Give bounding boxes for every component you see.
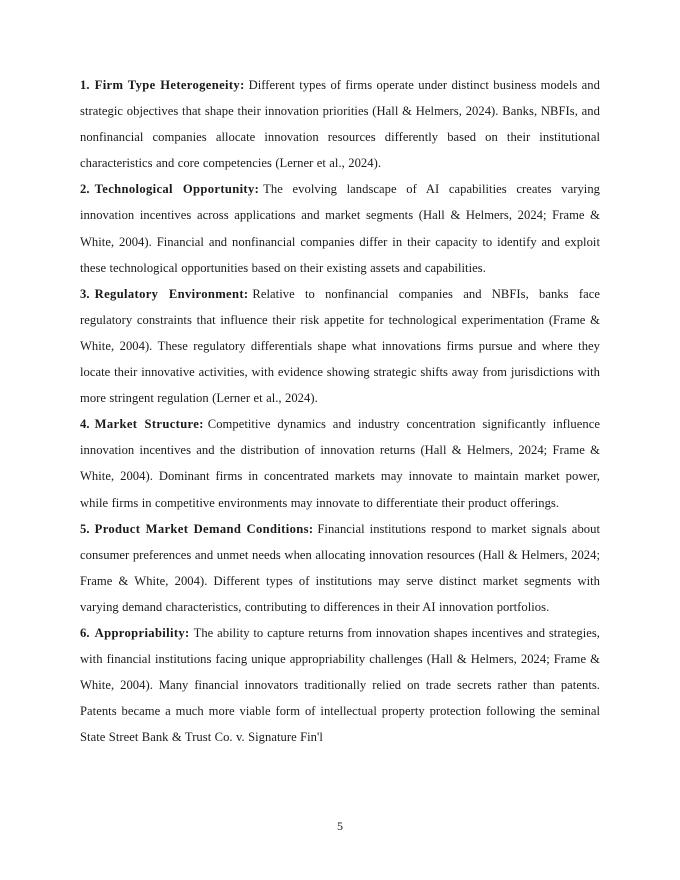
page-number: 5 bbox=[337, 819, 343, 833]
paragraph-body-1: Different types of firms operate under distinct business models and strategic objectives that shape their innovation priorities (Hall & Helmers, 2024). Banks, NBFIs, and nonfinancial companies allocate innovation resources differently based on their institutional characteristics and core competencies (Lerner et al., 2024). bbox=[80, 78, 600, 171]
paragraph-heading-6: Appropriability: bbox=[94, 625, 190, 640]
paragraph-body-2: The evolving landscape of AI capabilities creates varying innovation incentives across applications and market segments (Hall & Helmers, 2024; Frame & White, 2004). Financial and nonfinancial companies differ in their capacity to identify and exploit these technological opportunities based on their existing assets and capabilities. bbox=[80, 182, 601, 275]
numbered-paragraph-4 bbox=[80, 411, 600, 515]
body-text-column bbox=[80, 72, 600, 750]
numbered-paragraph-2 bbox=[80, 176, 600, 280]
paragraph-lead-2 bbox=[80, 182, 259, 196]
paragraph-heading-1: Firm Type Heterogeneity: bbox=[94, 78, 245, 92]
paragraph-lead-6 bbox=[80, 626, 190, 640]
numbered-paragraph-3 bbox=[80, 281, 600, 411]
paragraph-number-2: 2. bbox=[80, 182, 90, 197]
paragraph-number-3: 3. bbox=[80, 286, 90, 301]
paragraph-heading-5: Product Market Demand Conditions: bbox=[94, 521, 314, 536]
paragraph-heading-2: Technological Opportunity: bbox=[94, 182, 260, 197]
paragraph-number-6: 6. bbox=[80, 625, 90, 640]
paragraph-body-4: Competitive dynamics and industry concentration significantly influence innovation incentives and the distribution of innovation returns (Hall & Helmers, 2024; Frame & White, 2004). Dominant firms in concentrated markets may innovate to maintain market power, while firms in competitive environments may innovate to differentiate their product offerings. bbox=[80, 417, 600, 510]
paragraph-number-1: 1. bbox=[80, 78, 90, 92]
paragraph-number-4: 4. bbox=[80, 417, 90, 432]
paragraph-lead-3 bbox=[80, 287, 248, 301]
numbered-paragraph-6 bbox=[80, 620, 600, 750]
paragraph-number-5: 5. bbox=[80, 521, 90, 536]
paragraph-lead-1 bbox=[80, 78, 245, 92]
paragraph-body-5: Financial institutions respond to market signals about consumer preferences and unmet needs when allocating innovation resources (Hall & Helmers, 2024; Frame & White, 2004). Different types of institutions may serve distinct market segments with varying demand characteristics, contributing to differences in their AI innovation portfolios. bbox=[80, 521, 600, 614]
numbered-paragraph-5 bbox=[80, 516, 600, 620]
paragraph-heading-4: Market Structure: bbox=[94, 417, 204, 432]
paragraph-body-3: Relative to nonfinancial companies and NBFIs, banks face regulatory constraints that influence their risk appetite for technological experimentation (Frame & White, 2004). These regulatory differentials shape what innovations firms pursue and where they locate their innovative activities, with evidence showing strategic shifts away from jurisdictions with more stringent regulation (Lerner et al., 2024). bbox=[80, 286, 600, 406]
paragraph-lead-4 bbox=[80, 417, 204, 431]
paragraph-heading-3: Regulatory Environment: bbox=[94, 286, 249, 301]
paragraph-lead-5 bbox=[80, 522, 313, 536]
paragraph-body-6: The ability to capture returns from innovation shapes incentives and strategies, with financial institutions facing unique appropriability challenges (Hall & Helmers, 2024; Frame & White, 2004). Many financial innovators traditionally relied on trade secrets rather than patents. Patents became a much more viable form of intellectual property protection following the seminal State Street Bank & Trust Co. v. Signature Fin'l bbox=[80, 625, 600, 745]
numbered-paragraph-1 bbox=[80, 72, 600, 176]
